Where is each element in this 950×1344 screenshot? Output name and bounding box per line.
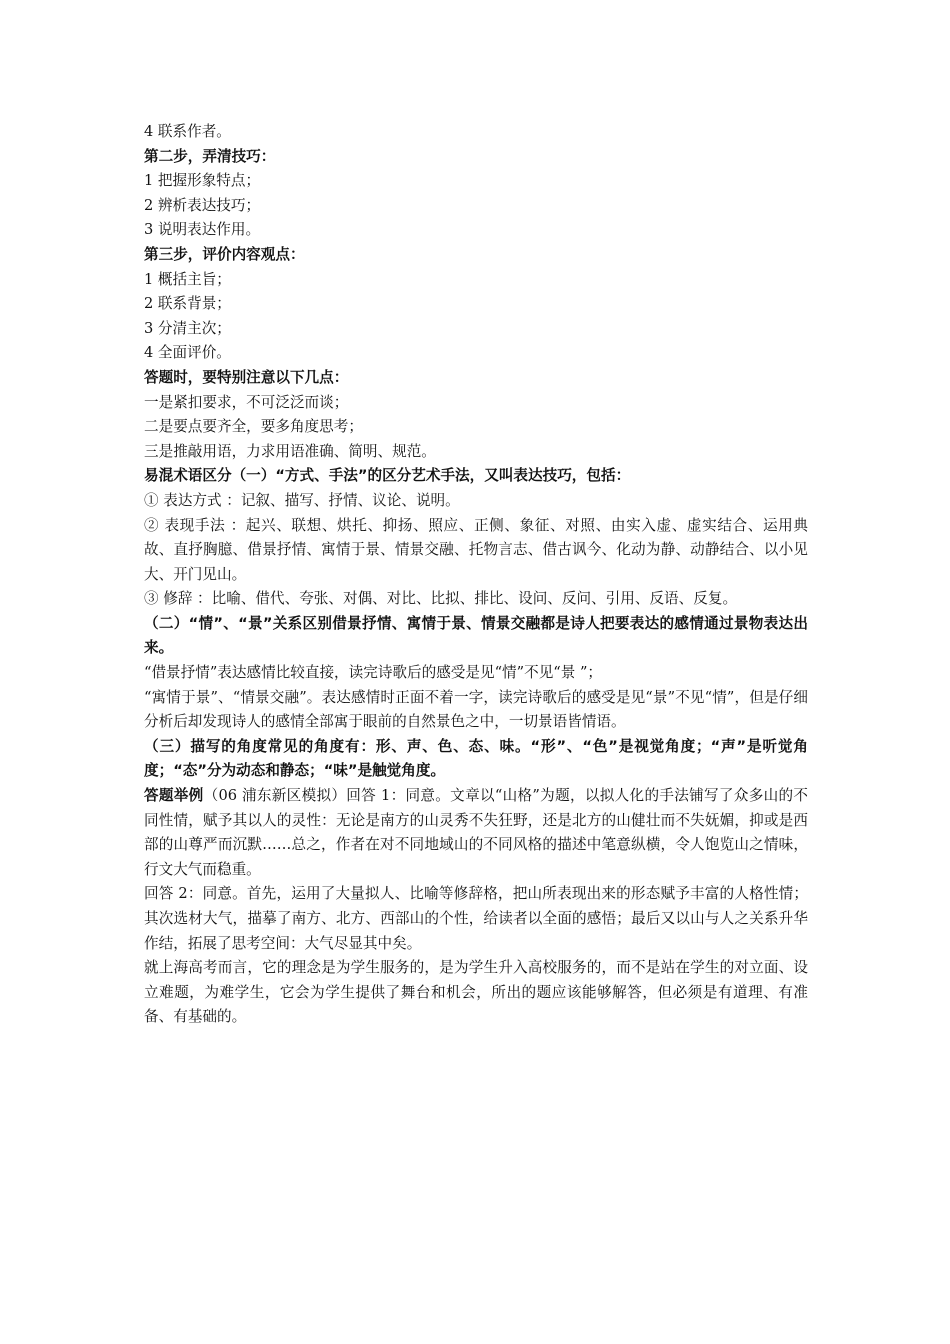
- example-answer-2: 回答 2：同意。首先，运用了大量拟人、比喻等修辞格，把山所表现出来的形态赋予丰富的人格性情；其次选材大气，描摹了南方、北方、西部山的个性，给读者以全面的感悟；最后又以山与人之关系升华作结，拓展了思考空间：大气尽显其中矣。: [144, 885, 808, 952]
- terms-item-technique: ② 表现手法 ：起兴、联想、烘托、抑扬、照应、正侧、象征、对照、由实入虚、虚实结合、运用典故、直抒胸臆、借景抒情、寓情于景、情景交融、托物言志、借古讽今、化动为静、动静结合、以小见大、开门见山。: [144, 516, 808, 583]
- step2-item-1: 1 把握形象特点；: [144, 172, 261, 190]
- example-label: 答题举例: [144, 787, 204, 805]
- terms-heading: 易混术语区分（一）“方式、手法”的区分艺术手法，又叫表达技巧，包括：: [144, 467, 631, 485]
- terms-item-rhetoric: ③ 修辞 ：比喻、借代、夸张、对偶、对比、比拟、排比、设问、反问、引用、反语、反复。: [144, 590, 738, 608]
- step3-item-3: 3 分清主次；: [144, 319, 231, 337]
- step3-heading: 第三步，评价内容观点：: [144, 245, 305, 263]
- section2-paragraph-2: “寓情于景”、“情景交融”。表达感情时正面不着一字，读完诗歌后的感受是见“景”不见“情”，但是仔细分析后却发现诗人的感情全部寓于眼前的自然景色之中，一切景语皆情语。: [144, 688, 808, 731]
- notes-item-1: 一是紧扣要求，不可泛泛而谈；: [144, 393, 349, 411]
- example-paragraph-1: [144, 784, 808, 882]
- step1-item-4: 4 联系作者。: [144, 123, 231, 140]
- section2-paragraph-1: “借景抒情”表达感情比较直接，读完诗歌后的感受是见“情”不见“景 ”；: [144, 664, 603, 682]
- document-page: [144, 120, 808, 1030]
- step2-item-2: 2 辨析表达技巧；: [144, 196, 261, 214]
- closing-paragraph: 就上海高考而言，它的理念是为学生服务的，是为学生升入高校服务的，而不是站在学生的对立面、设立难题，为难学生，它会为学生提供了舞台和机会，所出的题应该能够解答，但必须是有道理、有准备、有基础的。: [144, 959, 808, 1026]
- step2-item-3: 3 说明表达作用。: [144, 221, 261, 239]
- step3-item-4: 4 全面评价。: [144, 344, 231, 362]
- example-answer-1: （06 浦东新区模拟）回答 1：同意。文章以“山格”为题，以拟人化的手法铺写了众多山的不同性情，赋予其以人的灵性：无论是南方的山灵秀不失狂野，还是北方的山健壮而不失妩媚，抑或是西部的山尊严而沉默……总之，作者在对不同地域山的不同风格的描述中笔意纵横，令人饱览山之情味，行文大气而稳重。: [144, 787, 808, 878]
- step3-item-1: 1 概括主旨；: [144, 270, 231, 288]
- section3-heading: （三）描写的角度常见的角度有：形、声、色、态、味。“形”、“色”是视觉角度；“声”是听觉角度；“态”分为动态和静态；“味”是触觉角度。: [144, 737, 808, 780]
- step3-item-2: 2 联系背景；: [144, 295, 231, 313]
- section2-heading: （二）“情”、“景”关系区别借景抒情、寓情于景、情景交融都是诗人把要表达的感情通过景物表达出来。: [144, 614, 808, 657]
- notes-item-3: 三是推敲用语，力求用语准确、简明、规范。: [144, 442, 436, 460]
- terms-item-expression: ① 表达方式 ：记叙、描写、抒情、议论、说明。: [144, 491, 460, 509]
- notes-item-2: 二是要点要齐全，要多角度思考；: [144, 418, 363, 436]
- step2-heading: 第二步，弄清技巧：: [144, 147, 276, 165]
- notes-heading: 答题时，要特别注意以下几点：: [144, 368, 349, 386]
